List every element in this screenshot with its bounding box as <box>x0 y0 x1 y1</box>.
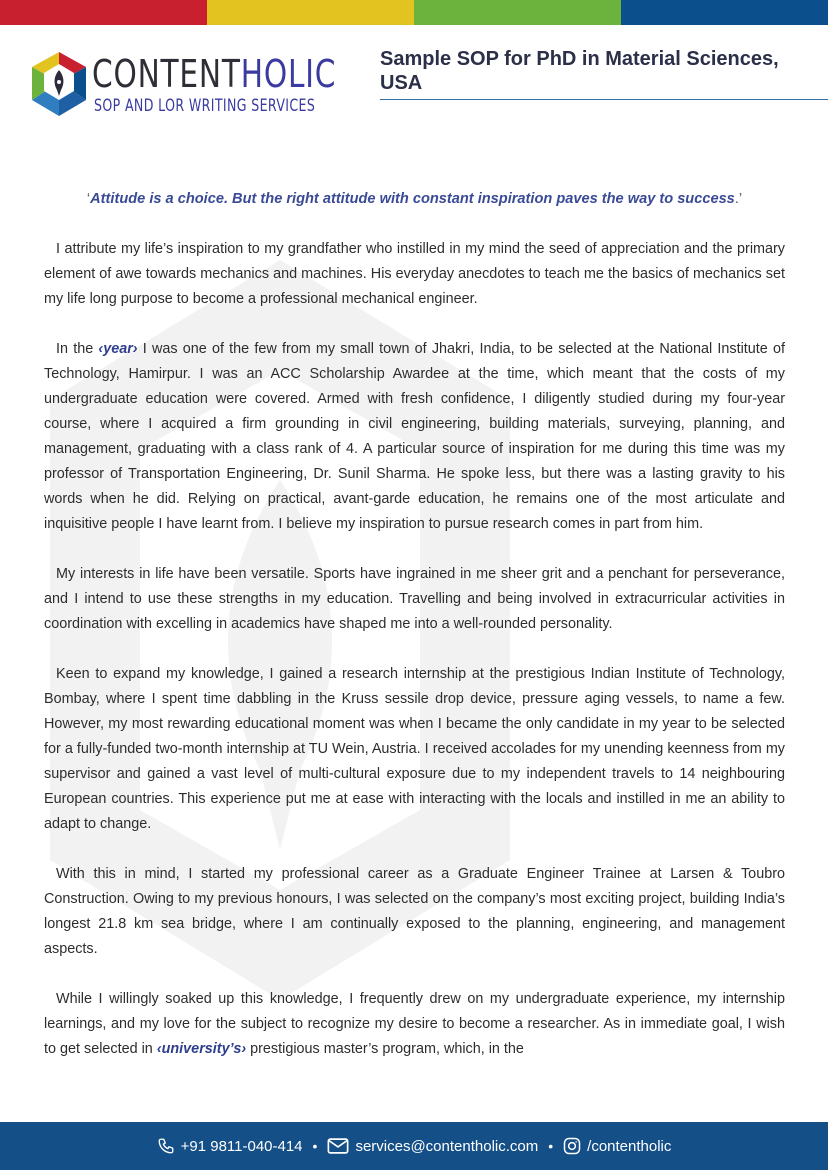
brand-name-part1: CONTENT <box>92 52 241 96</box>
opening-quote <box>44 187 785 212</box>
title-divider <box>380 99 828 100</box>
year-placeholder: ‹year› <box>98 341 138 357</box>
paragraph-2-start: In the <box>56 341 99 357</box>
paragraph-3: My interests in life have been versatile. Sports have ingrained in me sheer grit and a penchant for perseverance, and I intend to use these strengths in my education. Travelling and being involved in extracurricular activities in coordination with excelling in academics have shaped me into a well-rounded personality. <box>44 566 785 632</box>
quote-close-mark: .’ <box>734 191 743 207</box>
paragraph-6-start: While I willingly soaked up this knowledge, I frequently drew on my undergraduate experience, my internship learnings, and my love for the subject to recognize my desire to become a researcher. As in immediate goal, I wish to get selected in <box>44 991 785 1057</box>
instagram-icon <box>563 1137 581 1155</box>
footer-separator: • <box>312 1138 318 1154</box>
university-placeholder: ‹university’s› <box>156 1041 247 1057</box>
color-strip-yellow <box>207 0 414 25</box>
paragraph-6-rest: prestigious master’s program, which, in the <box>246 1041 524 1057</box>
footer-social[interactable] <box>563 1137 671 1155</box>
footer-separator: • <box>548 1138 554 1154</box>
footer-email-text: services@contentholic.com <box>355 1137 539 1155</box>
color-strip-blue <box>621 0 828 25</box>
brand-name <box>92 52 336 96</box>
footer-social-text: /contentholic <box>587 1137 672 1155</box>
brand-name-part2: HOLIC <box>240 52 337 96</box>
footer-phone[interactable] <box>157 1137 303 1155</box>
color-strip <box>0 0 828 25</box>
contact-footer <box>0 1122 828 1170</box>
paragraph-4: Keen to expand my knowledge, I gained a research internship at the prestigious Indian Institute of Technology, Bombay, where I spent time dabbling in the Kruss sessile drop device, pressure aging vessels, to name a few. However, my most rewarding educational moment was when I became the only candidate in my year to be selected for a fully-funded two-month internship at TU Wein, Austria. I received accolades for my unending keenness from my supervisor and gained a vast level of multi-cultural exposure due to my independent travels to 14 neighbouring European countries. This experience put me at ease with interacting with the locals and instilled in me an ability to adapt to change. <box>44 666 785 832</box>
footer-phone-text: +91 9811-040-414 <box>180 1137 303 1155</box>
quote-text: Attitude is a choice. But the right attitude with constant inspiration paves the way to success <box>90 191 735 207</box>
color-strip-green <box>414 0 621 25</box>
page-title: Sample SOP for PhD in Material Sciences, USA <box>380 48 779 94</box>
paragraph-2-rest: I was one of the few from my small town of Jhakri, India, to be selected at the National Institute of Technology, Hamirpur. I was an ACC Scholarship Awardee at the time, which meant that the costs of my undergraduate education were covered. Armed with fresh confidence, I diligently studied during my four-year course, where I acquired a firm grounding in civil engineering, building materials, surveying, planning, and management, graduating with a class rank of 4. A particular source of inspiration for me during this time was my professor of Transportation Engineering, Dr. Sunil Sharma. He spoke less, but there was a lasting gravity to his words when he did. Relying on practical, avant-garde education, he remains one of the most articulate and inquisitive people I have learnt from. I believe my inspiration to pursue research comes in part from him. <box>44 341 785 532</box>
brand-logo[interactable] <box>28 50 337 122</box>
footer-email[interactable] <box>327 1137 538 1155</box>
paragraph-1: I attribute my life’s inspiration to my grandfather who instilled in my mind the seed of appreciation and the primary element of awe towards mechanics and machines. His everyday anecdotes to teach me the basics of mechanics set my life long purpose to become a professional mechanical engineer. <box>44 241 785 307</box>
paragraph-5: With this in mind, I started my professional career as a Graduate Engineer Trainee at Larsen & Toubro Construction. Owing to my previous honours, I was selected on the company’s most exciting project, building India’s longest 21.8 km sea bridge, where I am continually exposed to the planning, engineering, and management aspects. <box>44 866 785 957</box>
paragraph-6 <box>44 987 785 1062</box>
paragraph-2 <box>44 337 785 537</box>
phone-icon <box>157 1137 175 1155</box>
hexagon-pen-logo-icon <box>28 50 90 120</box>
quote-open-mark: ‘ <box>86 191 91 207</box>
color-strip-red <box>0 0 207 25</box>
mail-icon <box>327 1137 349 1155</box>
brand-tagline: SOP AND LOR WRITING SERVICES <box>94 96 316 116</box>
document-body <box>44 187 785 1087</box>
